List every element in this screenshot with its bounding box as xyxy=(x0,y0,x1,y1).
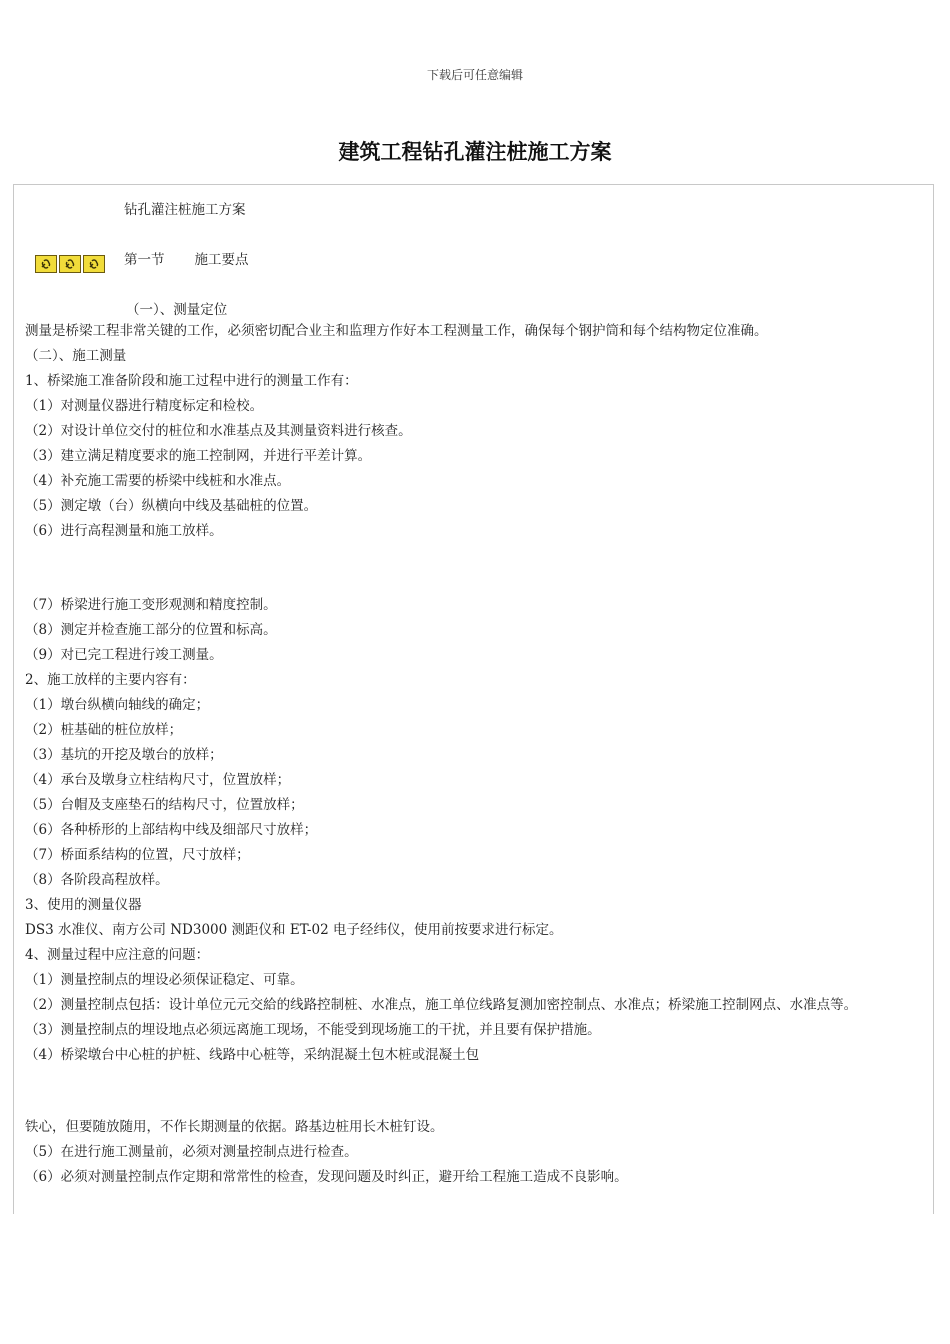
paragraph-line: 3、使用的测量仪器 xyxy=(25,897,142,913)
sub-heading: （一）、测量定位 xyxy=(126,302,228,318)
section-name: 施工要点 xyxy=(194,252,249,268)
paragraph-line: （5）台帽及支座垫石的结构尺寸，位置放样； xyxy=(25,797,304,813)
paragraph-line: （3）测量控制点的埋设地点必须远离施工现场，不能受到现场施工的干扰，并且要有保护措施。 xyxy=(25,1022,601,1038)
paragraph-line: （7）桥梁进行施工变形观测和精度控制。 xyxy=(25,597,277,613)
paragraph-block-2 xyxy=(25,593,925,1068)
paragraph-line: （9）对已完工程进行竣工测量。 xyxy=(25,647,223,663)
chain-link-icon xyxy=(35,255,57,273)
paragraph-line: （8）测定并检查施工部分的位置和标高。 xyxy=(25,622,277,638)
paragraph-block-3 xyxy=(25,1115,925,1190)
paragraph-line: 4、测量过程中应注意的问题： xyxy=(25,947,210,963)
paragraph-block-1 xyxy=(25,319,925,544)
header-note: 下载后可任意编辑 xyxy=(426,68,523,82)
paragraph-line: （7）桥面系结构的位置，尺寸放样； xyxy=(25,847,250,863)
paragraph-line: 测量是桥梁工程非常关键的工作，必须密切配合业主和监理方作好本工程测量工作，确保每个钢护筒和每个结构物定位准确。 xyxy=(25,323,768,339)
emblem xyxy=(35,255,107,273)
paragraph-line: （二）、施工测量 xyxy=(25,348,127,364)
paragraph-line: （4）补充施工需要的桥梁中线桩和水准点。 xyxy=(25,473,291,489)
section-heading xyxy=(124,248,249,268)
paragraph-line: 1、桥梁施工准备阶段和施工过程中进行的测量工作有： xyxy=(25,373,358,389)
paragraph-line: （6）各种桥形的上部结构中线及细部尺寸放样； xyxy=(25,822,318,838)
paragraph-line: （1）对测量仪器进行精度标定和检校。 xyxy=(25,398,264,414)
paragraph-line: （2）桩基础的桩位放样； xyxy=(25,722,183,738)
paragraph-line: （3）基坑的开挖及墩台的放样； xyxy=(25,747,223,763)
paragraph-line: （2）对设计单位交付的桩位和水准基点及其测量资料进行核查。 xyxy=(25,423,412,439)
paragraph-line: （5）在进行施工测量前，必须对测量控制点进行检查。 xyxy=(25,1144,358,1160)
paragraph-line: DS3 水准仪、南方公司 ND3000 测距仪和 ET-02 电子经纬仪，使用前按要求进行标定。 xyxy=(25,922,563,938)
paragraph-line: （2）测量控制点包括：设计单位元元交給的线路控制桩、水准点，施工单位线路复测加密控制点、水准点；桥梁施工控制网点、水准点等。 xyxy=(25,997,858,1013)
chain-link-icon xyxy=(59,255,81,273)
paragraph-line: （6）进行高程测量和施工放样。 xyxy=(25,523,223,539)
paragraph-line: （1）测量控制点的埋设必须保证稳定、可靠。 xyxy=(25,972,304,988)
subtitle: 钻孔灌注桩施工方案 xyxy=(124,202,246,218)
paragraph-line: （8）各阶段高程放样。 xyxy=(25,872,169,888)
paragraph-line: （4）承台及墩身立柱结构尺寸，位置放样； xyxy=(25,772,291,788)
paragraph-line: （1）墩台纵横向轴线的确定； xyxy=(25,697,210,713)
section-number: 第一节 xyxy=(124,252,165,268)
paragraph-line: （3）建立满足精度要求的施工控制网，并进行平差计算。 xyxy=(25,448,372,464)
paragraph-line: 2、施工放样的主要内容有： xyxy=(25,672,196,688)
paragraph-line: （6）必须对测量控制点作定期和常常性的检查，发现问题及时纠正，避开给工程施工造成不良影响。 xyxy=(25,1169,628,1185)
paragraph-line: （5）测定墩（台）纵横向中线及基础桩的位置。 xyxy=(25,498,318,514)
document-title: 建筑工程钻孔灌注桩施工方案 xyxy=(338,139,612,164)
paragraph-line: 铁心，但要随放随用，不作长期测量的依据。路基边桩用长木桩钉设。 xyxy=(25,1119,444,1135)
chain-link-icon xyxy=(83,255,105,273)
paragraph-line: （4）桥梁墩台中心桩的护桩、线路中心桩等，采纳混凝土包木桩或混凝土包 xyxy=(25,1047,480,1063)
